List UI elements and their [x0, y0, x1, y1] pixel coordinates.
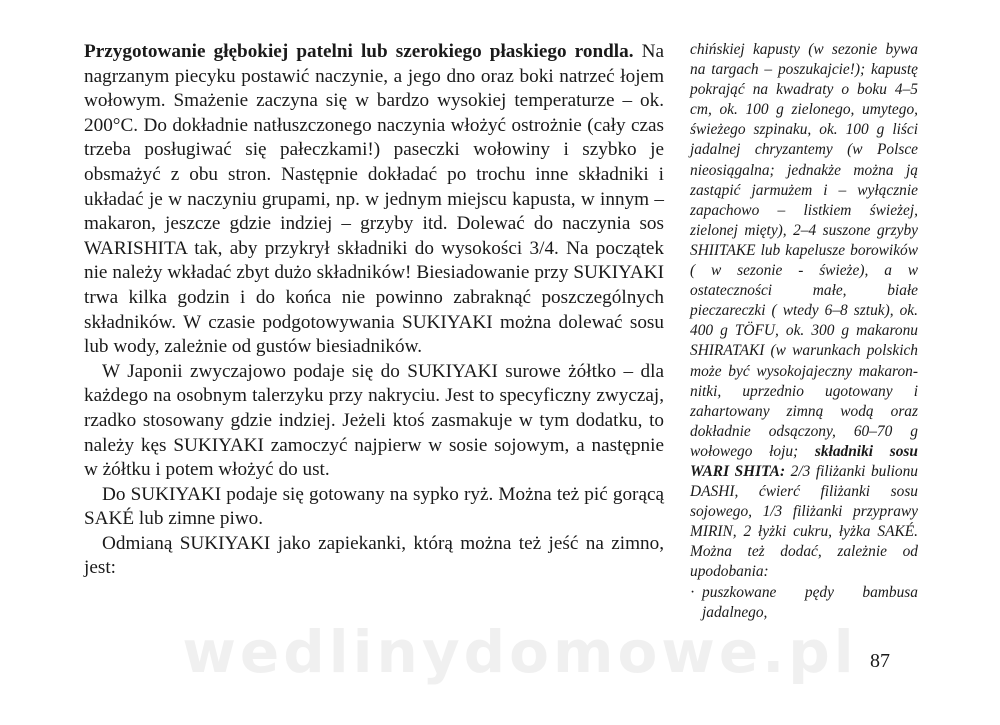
ingredients-column: [690, 40, 918, 623]
list-item: [690, 583, 918, 623]
page-number: 87: [870, 650, 890, 672]
list-item-text: puszkowane pędy bambusa jadalnego,: [702, 583, 918, 621]
paragraph-japan-custom: W Japonii zwyczajowo podaje się do SUKIYAKI surowe żółtko – dla każdego na osobnym talerzyku przy nakryciu. Jest to specyficzny zwyczaj, rzadko stosowany gdzie indziej. Jeżeli ktoś zasmakuje w tym dodatku, to należy kęs SUKIYAKI zamoczyć najpierw w sosie sojowym, a następnie w żółtku i potem włożyć do ust.: [84, 360, 664, 481]
paragraph-preparation: [84, 40, 664, 360]
paragraph-variant: Odmianą SUKIYAKI jako zapiekanki, którą można też jeść na zimno, jest:: [84, 532, 664, 579]
sauce-ingredients-heading: składniki sosu WARI SHITA:: [690, 442, 918, 480]
paragraph-serving: Do SUKIYAKI podaje się gotowany na sypko ryż. Można też pić gorącą SAKÉ lub zimne piwo.: [84, 483, 664, 530]
preparation-text: Na nagrzanym piecyku postawić naczynie, a jego dno oraz boki natrzeć łojem wołowym. Smażenie zaczyna się w bardzo wysokiej temperaturze – ok. 200°C. Do dokładnie natłuszczonego naczynia włożyć ostrożnie (cały czas trzeba posługiwać się pałeczkami!) paseczki wołowiny i szybko je obsmażyć z obu stron. Następnie dokładać po trochu inne składniki i układać je w naczyniu grupami, np. w jednym miejscu kapusta, w innym – makaron, jeszcze gdzie indziej – grzyby itd. Dolewać do naczynia sos WARISHITA tak, aby przykrył składniki do wysokości 3/4. Na początek nie należy wkładać zbyt dużo składników! Biesiadowanie przy SUKIYAKI trwa kilka godzin i do końca nie powinno zabraknąć poszczególnych składników. W czasie podgotowywania SUKIYAKI można dolewać sosu lub wody, zależnie od gustów biesiadników.: [84, 41, 665, 358]
watermark: wedlinydomowe.pl: [182, 618, 858, 686]
bullet-marker: ·: [690, 583, 696, 601]
preparation-heading: Przygotowanie głębokiej patelni lub szerokiego płaskiego rondla.: [84, 41, 634, 62]
main-text-column: [84, 40, 664, 581]
sauce-ingredients-text: 2/3 filiżanki bulionu DASHI, ćwierć filiżanki sosu sojowego, 1/3 filiżanki przyprawy MIRIN, 2 łyżki cukru, łyżka SAKÉ. Można też dodać, zależnie od upodobania:: [690, 462, 918, 581]
ingredients-text: chińskiej kapusty (w sezonie bywa na targach – poszukajcie!); kapustę pokrająć na kwadraty o boku 4–5 cm, ok. 100 g zielonego, umytego, świeżego szpinaku, ok. 100 g liści jadalnej chryzantemy (w Polsce nieosiągalna; jednakże można ją zastąpić jarmużem i – wyłącznie zapachowo – listkiem świeżej, zielonej mięty), 2–4 suszone grzyby SHIITAKE lub kapelusze borowików ( w sezonie - świeże), a w ostateczności małe, białe pieczareczki ( wtedy 6–8 sztuk), ok. 400 g TÖFU, ok. 300 g makaronu SHIRATAKI (w warunkach polskich może być wysokojajeczny makaron-nitki, uprzednio ugotowany i zahartowany zimną wodą oraz dokładnie odsączony, 60–70 g wołowego łoju;: [690, 41, 918, 460]
